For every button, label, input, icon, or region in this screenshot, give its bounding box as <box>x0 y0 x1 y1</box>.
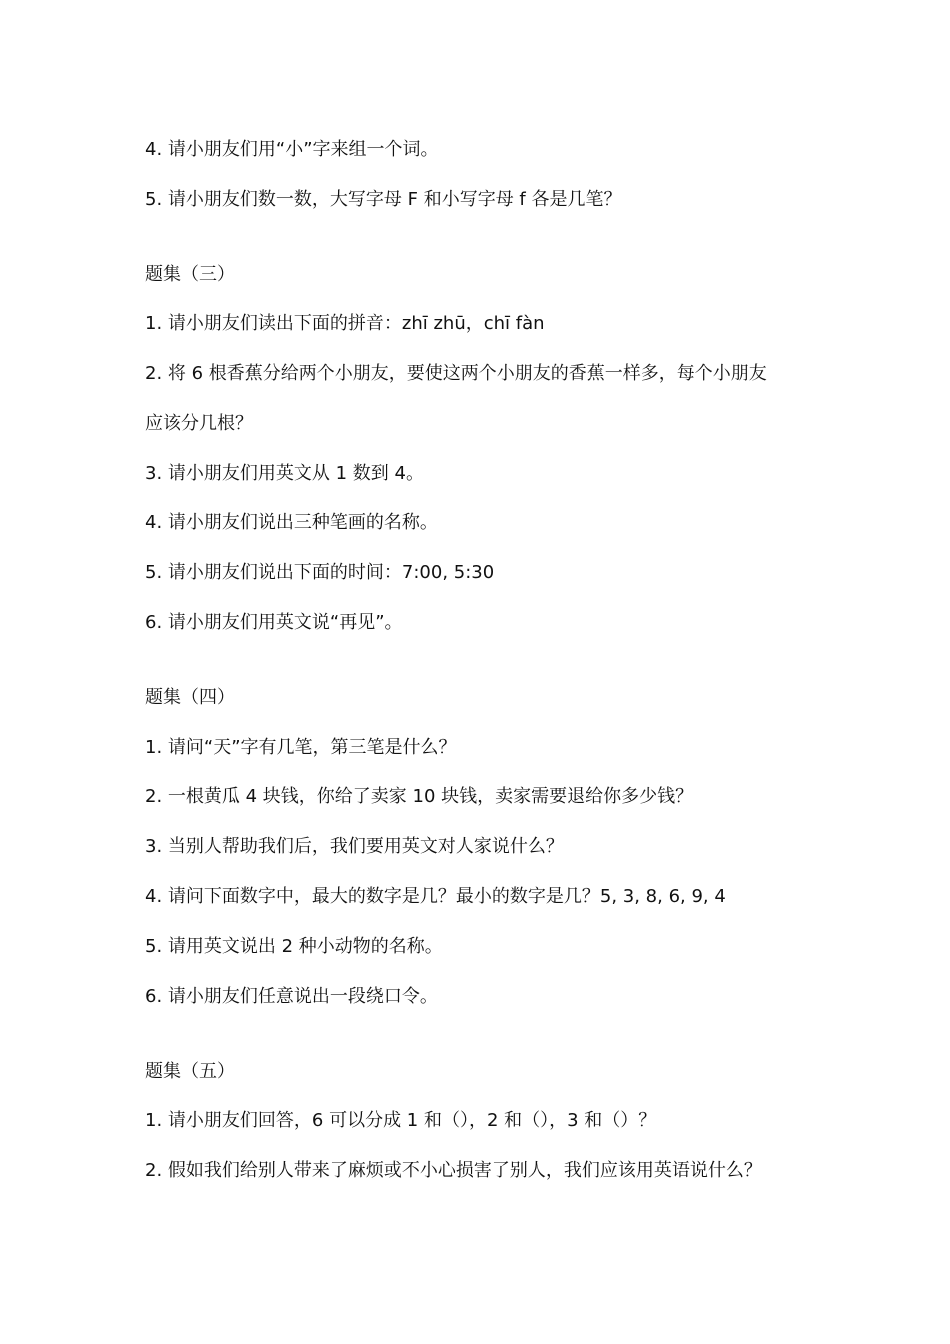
question-set3-item-6: 6. 请小朋友们用英文说“再见”。 <box>145 612 403 633</box>
question-set2-item-4: 4. 请小朋友们用“小”字来组一个词。 <box>145 139 439 160</box>
question-set3-item-2-continued: 应该分几根？ <box>145 413 253 434</box>
question-set5-item-1: 1. 请小朋友们回答，6 可以分成 1 和（），2 和（），3 和（）？ <box>145 1110 657 1131</box>
section-heading-set5: 题集（五） <box>145 1061 235 1082</box>
question-set4-item-4: 4. 请问下面数字中，最大的数字是几？最小的数字是几？5, 3, 8, 6, 9, 4 <box>145 886 726 907</box>
question-set3-item-5: 5. 请小朋友们说出下面的时间：7:00, 5:30 <box>145 562 495 583</box>
section-heading-set3: 题集（三） <box>145 264 235 285</box>
question-set3-item-4: 4. 请小朋友们说出三种笔画的名称。 <box>145 512 438 533</box>
section-heading-set4: 题集（四） <box>145 687 235 708</box>
question-set2-item-5: 5. 请小朋友们数一数，大写字母 F 和小写字母 f 各是几笔？ <box>145 189 622 210</box>
question-set4-item-6: 6. 请小朋友们任意说出一段绕口令。 <box>145 986 438 1007</box>
question-set4-item-2: 2. 一根黄瓜 4 块钱，你给了卖家 10 块钱，卖家需要退给你多少钱？ <box>145 786 694 807</box>
question-set4-item-5: 5. 请用英文说出 2 种小动物的名称。 <box>145 936 443 957</box>
question-set4-item-1: 1. 请问“天”字有几笔，第三笔是什么？ <box>145 737 457 758</box>
question-set3-item-2: 2. 将 6 根香蕉分给两个小朋友，要使这两个小朋友的香蕉一样多，每个小朋友 <box>145 363 767 384</box>
question-set3-item-3: 3. 请小朋友们用英文从 1 数到 4。 <box>145 463 424 484</box>
question-set3-item-1: 1. 请小朋友们读出下面的拼音：zhī zhū，chī fàn <box>145 313 545 334</box>
question-set4-item-3: 3. 当别人帮助我们后，我们要用英文对人家说什么？ <box>145 836 564 857</box>
question-set5-item-2: 2. 假如我们给别人带来了麻烦或不小心损害了别人，我们应该用英语说什么？ <box>145 1160 762 1181</box>
